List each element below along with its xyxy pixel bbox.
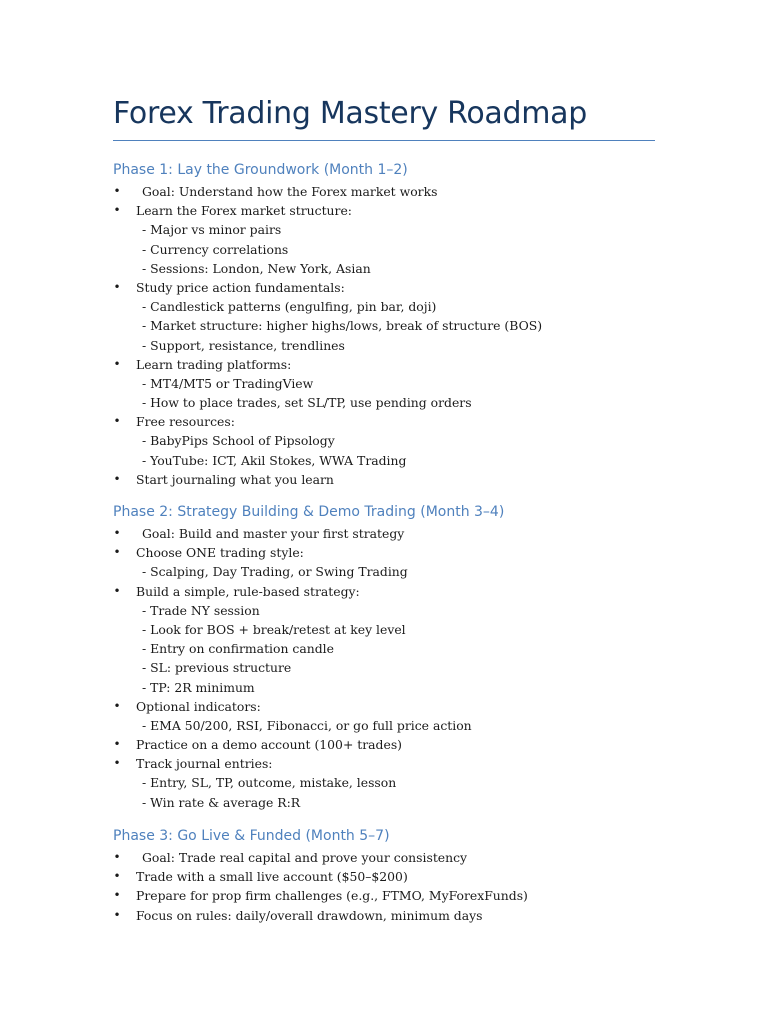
list-item: [0, 412, 768, 431]
sub-list-item-text: - Support, resistance, trendlines: [142, 337, 345, 353]
list-item: [0, 697, 768, 716]
phase-2-section: [0, 502, 768, 810]
bullet-icon: •: [113, 907, 121, 922]
sub-list-item-text: - Trade NY session: [142, 602, 260, 618]
sub-list-item-text: - Scalping, Day Trading, or Swing Trading: [142, 564, 408, 580]
goal-text: Goal: Understand how the Forex market works: [142, 184, 438, 199]
phase-1-section: [0, 160, 768, 487]
sub-list-item-text: - TP: 2R minimum: [142, 679, 255, 695]
bullet-icon: •: [113, 471, 121, 486]
bullet-icon: •: [113, 526, 121, 540]
list-item-text: Free resources:: [136, 414, 235, 430]
list-item-text: Track journal entries:: [136, 756, 273, 772]
sub-list-item-text: - Entry on confirmation candle: [142, 641, 334, 657]
sub-list-item-text: - BabyPips School of Pipsology: [142, 433, 335, 449]
bullet-icon: •: [113, 279, 121, 294]
bullet-icon: •: [113, 737, 121, 752]
list-item: [0, 543, 768, 562]
phase-3-list: [0, 848, 768, 925]
sub-list-item: [0, 562, 768, 581]
list-item: [0, 867, 768, 886]
sub-list-item: [0, 240, 768, 259]
bullet-icon: •: [113, 850, 121, 864]
sub-list-item-text: - SL: previous structure: [142, 660, 292, 676]
list-item: [0, 470, 768, 489]
sub-list-item-text: - EMA 50/200, RSI, Fibonacci, or go full price action: [142, 717, 472, 733]
phase-2-heading: Phase 2: Strategy Building & Demo Trading (Month 3–4): [113, 504, 505, 520]
sub-list-item: [0, 259, 768, 278]
list-item: [0, 182, 768, 201]
sub-list-item: [0, 297, 768, 316]
list-item-text: Learn trading platforms:: [136, 356, 292, 372]
sub-list-item-text: - YouTube: ICT, Akil Stokes, WWA Trading: [142, 452, 407, 468]
sub-list-item: [0, 601, 768, 620]
sub-list-item: [0, 316, 768, 335]
sub-list-item-text: - MT4/MT5 or TradingView: [142, 375, 314, 391]
sub-list-item-text: - How to place trades, set SL/TP, use pending orders: [142, 395, 472, 411]
sub-list-item-text: - Win rate & average R:R: [142, 794, 301, 810]
bullet-icon: •: [113, 203, 121, 218]
sub-list-item: [0, 451, 768, 470]
sub-list-item: [0, 678, 768, 697]
sub-list-item: [0, 620, 768, 639]
list-item: [0, 754, 768, 773]
list-item-text: Focus on rules: daily/overall drawdown, minimum days: [136, 907, 483, 923]
sub-list-item: [0, 639, 768, 658]
list-item-text: Build a simple, rule-based strategy:: [136, 583, 360, 599]
list-item: [0, 735, 768, 754]
phase-1-heading: Phase 1: Lay the Groundwork (Month 1–2): [113, 162, 408, 178]
goal-text: Goal: Build and master your first strategy: [142, 526, 405, 541]
sub-list-item: [0, 793, 768, 812]
bullet-icon: •: [113, 756, 121, 771]
sub-list-item: [0, 773, 768, 792]
bullet-icon: •: [113, 888, 121, 903]
sub-list-item-text: - Look for BOS + break/retest at key level: [142, 621, 406, 637]
list-item: [0, 848, 768, 867]
sub-list-item: [0, 336, 768, 355]
list-item: [0, 906, 768, 925]
goal-text: Goal: Trade real capital and prove your consistency: [142, 850, 468, 865]
list-item-text: Learn the Forex market structure:: [136, 203, 352, 219]
list-item: [0, 201, 768, 220]
list-item-text: Trade with a small live account ($50–$200): [136, 869, 408, 885]
list-item-text: Prepare for prop firm challenges (e.g., FTMO, MyForexFunds): [136, 888, 528, 904]
sub-list-item-text: - Currency correlations: [142, 241, 289, 257]
sub-list-item: [0, 393, 768, 412]
phase-3-heading: Phase 3: Go Live & Funded (Month 5–7): [113, 828, 390, 844]
list-item-text: Practice on a demo account (100+ trades): [136, 737, 403, 753]
list-item: [0, 886, 768, 905]
sub-list-item: [0, 658, 768, 677]
sub-list-item: [0, 220, 768, 239]
list-item-text: Choose ONE trading style:: [136, 545, 304, 561]
bullet-icon: •: [113, 545, 121, 560]
sub-list-item-text: - Sessions: London, New York, Asian: [142, 260, 371, 276]
sub-list-item-text: - Major vs minor pairs: [142, 222, 282, 238]
bullet-icon: •: [113, 869, 121, 884]
list-item-text: Optional indicators:: [136, 698, 261, 714]
list-item: [0, 524, 768, 543]
bullet-icon: •: [113, 356, 121, 371]
title-underline: [113, 140, 655, 141]
sub-list-item: [0, 716, 768, 735]
sub-list-item-text: - Entry, SL, TP, outcome, mistake, lesson: [142, 775, 397, 791]
bullet-icon: •: [113, 698, 121, 713]
sub-list-item-text: - Candlestick patterns (engulfing, pin bar, doji): [142, 299, 437, 315]
list-item-text: Start journaling what you learn: [136, 471, 334, 487]
sub-list-item: [0, 431, 768, 450]
list-item-text: Study price action fundamentals:: [136, 279, 345, 295]
phase-2-list: [0, 524, 768, 812]
list-item: [0, 278, 768, 297]
document-title: Forex Trading Mastery Roadmap: [113, 96, 588, 131]
phase-3-section: [0, 826, 768, 923]
sub-list-item-text: - Market structure: higher highs/lows, break of structure (BOS): [142, 318, 543, 334]
bullet-icon: •: [113, 184, 121, 198]
sub-list-item: [0, 374, 768, 393]
list-item: [0, 582, 768, 601]
list-item: [0, 355, 768, 374]
phase-1-list: [0, 182, 768, 489]
bullet-icon: •: [113, 414, 121, 429]
bullet-icon: •: [113, 583, 121, 598]
